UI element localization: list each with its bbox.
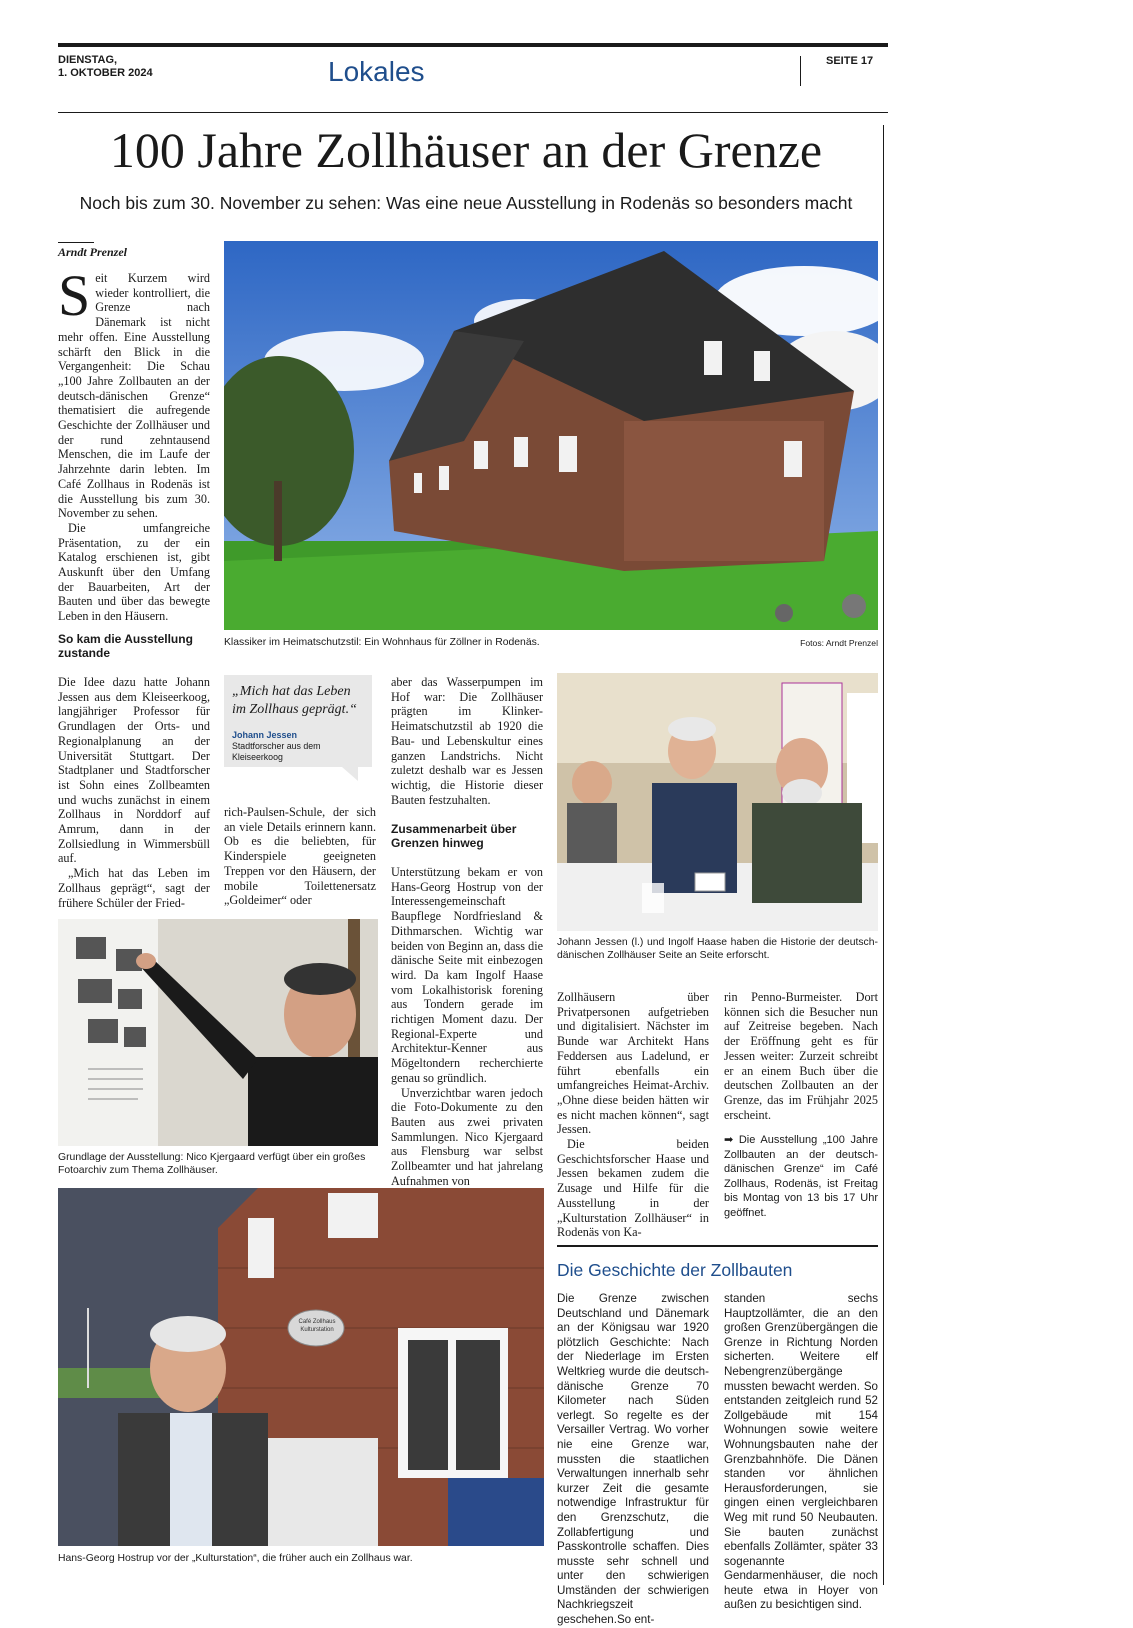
sign-line-2: Kulturstation	[300, 1327, 334, 1333]
lead-text: eit Kurzem wird wieder kontrolliert, die Grenze nach Dänemark ist nicht mehr offen. Eine Ausstellung schärft den Blick in die Vergangenheit: Die Schau „100 Jahre Zollbauten an der deutsch-dänischen Grenze“ thematisiert die aufregende Geschichte der Zollhäuser und der rund zehntausend Menschen, die im Laufe der Jahrzehnte darin lebten. Im Café Zollhaus in Rodenäs ist die Ausstellung bis zum 30. November zu sehen.	[58, 271, 210, 521]
info-text: Die Ausstellung „100 Jahre Zollbauten an der deutsch-dänischen Grenze“ im Café Zollhaus, Rodenäs, ist Freitag bis Montag von 13 bis 17 Uhr geöffnet.	[724, 1134, 878, 1219]
paragraph: Unterstützung bekam er von Hans-Georg Hostrup von der Interessengemeinschaft Baupflege Nordfriesland & Dithmarschen. Wichtig war beiden von Beginn an, dass die dänische Seite mit einbezogen wird. Da kam Ingolf Haase vom Lokalhistorisk forening aus Tondern gerade im richtigen Moment dazu. Der Regional-Experte und Architektur-Kenner aus Mögeltondern recherchierte genau so gründlich.	[391, 865, 543, 1085]
subhead-exhibition: So kam die Ausstellung zustande	[58, 632, 193, 660]
subheadline: Noch bis zum 30. November zu sehen: Was eine neue Ausstellung in Rodenäs so besonders macht	[79, 193, 853, 213]
paragraph: Zollhäusern über Privatpersonen aufgetrieben und digitalisiert. Nächster im Bunde war Architekt Hans Feddersen aus Ladelund, er führt ebenfalls ein umfangreiches Heimat-Archiv. „Ohne diese beiden hätten wir es nicht machen können“, sagt Jessen.	[557, 990, 709, 1137]
headline: 100 Jahre Zollhäuser an der Grenze	[109, 122, 823, 178]
caption-hostrup: Hans-Georg Hostrup vor der „Kulturstation“, die früher auch ein Zollhaus war.	[58, 1553, 413, 1564]
column-3	[391, 675, 543, 807]
caption-pointing: Grundlage der Ausstellung: Nico Kjergaard verfügt über ein großes Fotoarchiv zum Thema Zollhäuser.	[58, 1152, 366, 1176]
paragraph: aber das Wasserpumpen im Hof war: Die Zollhäuser prägten im Klinker-Heimatschutzstil ab 1920 die Bau- und Lebenskultur eines ganzen Landstrichs. Nicht zuletzt deshalb war es Jessen wichtig, die Historie dieser Bauten festzuhalten.	[391, 675, 543, 807]
main-photo-house	[224, 241, 878, 630]
main-photo-caption: Klassiker im Heimatschutzstil: Ein Wohnhaus für Zöllner in Rodenäs.	[224, 637, 540, 648]
header-weekday: DIENSTAG,	[58, 54, 118, 66]
sign-text	[295, 1318, 339, 1334]
arrow-icon: ➡	[724, 1134, 734, 1146]
column-2	[224, 805, 376, 908]
header-date-line: 1. OKTOBER 2024	[58, 67, 153, 79]
top-rule	[58, 43, 888, 47]
paragraph: Die Idee dazu hatte Johann Jessen aus dem Kleiseerkoog, langjähriger Professor für Grundlagen der Orts- und Regionalplanung an der Universität Stuttgart. Der Stadtplaner und Stadtforscher ist Sohn eines Zollbeamten und wuchs zunächst in einem Zollhaus in Norddorf auf Amrum, dann in der Zollsiedlung in Wimmersbüll auf.	[58, 675, 210, 866]
paragraph: „Mich hat das Leben im Zollhaus geprägt“, sagt der frühere Schüler der Fried-	[58, 866, 210, 910]
column-5	[724, 990, 878, 1122]
header-bottom-rule	[58, 112, 888, 113]
paragraph: Die umfangreiche Präsentation, zu der ein Katalog erschienen ist, gibt Auskunft über den Umfang der Bauarbeiten, Art der Bauten und über das bewegte Leben in den Häusern.	[58, 520, 210, 624]
header-divider	[800, 56, 801, 86]
photo-pointing-man	[58, 919, 378, 1146]
photo-hostrup	[58, 1188, 544, 1546]
quote-author: Johann Jessen	[232, 730, 298, 740]
page-number: SEITE 17	[826, 55, 874, 67]
column-3-bottom	[391, 865, 543, 1188]
photo-two-men	[557, 673, 878, 931]
info-box	[724, 1133, 878, 1220]
subhead-cooperation: Zusammenarbeit über Grenzen hinweg	[391, 822, 517, 850]
sign-line-1: Café Zollhaus	[298, 1319, 336, 1325]
pull-quote	[224, 675, 372, 767]
quote-text: „Mich hat das Leben im Zollhaus geprägt.“	[232, 684, 357, 717]
paragraph: rich-Paulsen-Schule, der sich an viele Details erinnern kann. Ob es die beliebten, für Kinderspiele geeigneten Treppen vor den Häusern, der mobile Toilettenersatz „Goldeimer“ oder	[224, 805, 376, 908]
quote-tail	[342, 767, 358, 781]
box-column-2: standen sechs Hauptzollämter, die an den großen Grenzübergängen die Grenze in Richtung Norden sicherten. Weitere elf Nebengrenzübergänge mussten bewacht werden. So entstanden zeitgleich rund 52 Zollgebäude mit 154 Wohnungen sowie weitere Wohnungsbauten nahe der Grenzbahnhöfe. Die Dänen standen vor ähnlichen Herausforderungen, sie gingen einen vergleichbaren Weg mit rund 50 Neubauten. Sie bauten zunächst ebenfalls Zollämter, später 33 sogenannte Gendarmenhäuser, die noch heute etwa in Hoyer von außen zu besichtigen sind.	[724, 1292, 878, 1612]
quote-role: Stadtforscher aus dem Kleiseerkoog	[232, 741, 321, 762]
photo-credit: Fotos: Arndt Prenzel	[800, 638, 878, 648]
paragraph: rin Penno-Burmeister. Dort können sich die Besucher nun auf Zeitreise begeben. Nach der Eröffnung geht es für Jessen weiter: Zurzeit schreibt er an einem Buch über die deutschen Zollbauten an der Grenze, das im Frühjahr 2025 erscheint.	[724, 990, 878, 1122]
paragraph: Die beiden Geschichtsforscher Haase und Jessen bekamen zudem die Zusage und Hilfe für die Ausstellung in der „Kulturstation Zollhäuser“ in Rodenäs von Ka-	[557, 1137, 709, 1240]
column-1-bottom	[58, 675, 210, 910]
right-vertical-rule	[883, 125, 884, 1585]
section-title: Lokales	[328, 56, 425, 87]
author: Arndt Prenzel	[58, 245, 128, 259]
box-top-rule	[557, 1245, 878, 1247]
column-1-top	[58, 263, 210, 624]
box-title: Die Geschichte der Zollbauten	[557, 1260, 793, 1280]
column-4	[557, 990, 709, 1240]
header-date	[58, 54, 153, 80]
paragraph: Unverzichtbar waren jedoch die Foto-Dokumente zu den Bauten aus zwei privaten Sammlungen. Nico Kjergaard aus Flensburg war selbst Zollbeamter und hat jahrelang Aufnahmen von	[391, 1085, 543, 1188]
author-rule	[58, 242, 94, 243]
dropcap: S	[58, 263, 91, 328]
box-column-1: Die Grenze zwischen Deutschland und Dänemark an der Königsau war 1920 plötzlich Geschichte: Nach der Niederlage im Ersten Weltkrieg wurde die deutsch-dänische Grenze 70 Kilometer nach Süden verlegt. So regelte es der Versailler Vertrag. Wo vorher nie eine Grenze war, mussten die staatlichen Verwaltungen innerhalb sehr kurzer Zeit die gesamte notwendige Infrastruktur für den Grenzschutz, die Zollabfertigung und Passkontrolle schaffen. Dies musste sehr schnell und unter den schwierigen Umständen der schwierigen Nachkriegszeit geschehen.So ent-	[557, 1292, 709, 1627]
caption-two-men: Johann Jessen (l.) und Ingolf Haase haben die Historie der deutsch-dänischen Zollhäuser Seite an Seite erforscht.	[557, 937, 878, 961]
lead-paragraph	[58, 263, 210, 521]
